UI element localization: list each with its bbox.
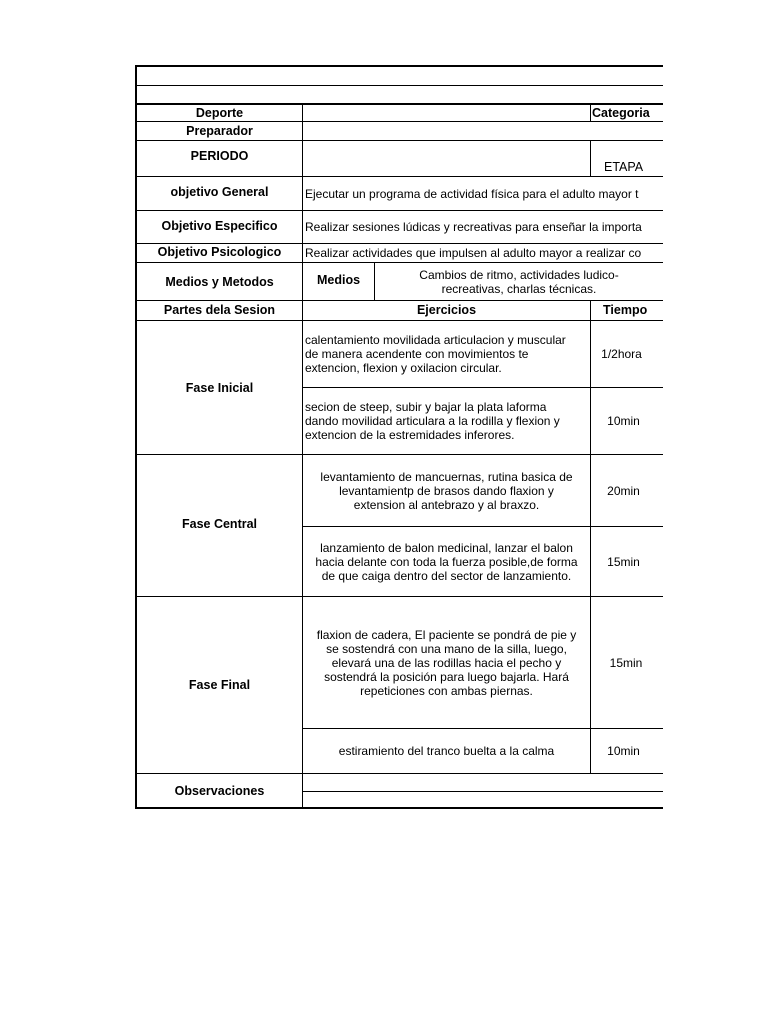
exercise-time: 10min [607, 744, 640, 758]
phase-name: Fase Final [188, 678, 251, 692]
exercise-text: levantamiento de mancuernas, rutina basica de levantamientp de brasos dando flaxion y extension al antebrazo y al braxzo. [320, 469, 573, 512]
observaciones-value[interactable] [303, 774, 663, 807]
objetivo-especifico-value: Realizar sesiones lúdicas y recreativas para enseñar la importa [305, 220, 642, 234]
objetivo-general-label: objetivo General [170, 185, 269, 199]
objetivo-psicologico-value: Realizar actividades que impulsen al adulto mayor a realizar co [305, 246, 642, 260]
exercise-text: flaxion de cadera, El paciente se pondrá de pie y se sostendrá con una mano de la silla, luego, elevará una de las rodillas hacia el pecho y sostendrá la posición para luego bajarla. Hará repeticiones con ambas piernas. [316, 627, 577, 698]
exercise-time: 15min [609, 655, 643, 670]
tiempo-header: Tiempo [603, 302, 648, 317]
objetivo-general-value: Ejecutar un programa de actividad física para el adulto mayor t [305, 186, 639, 201]
hline [136, 85, 663, 86]
ejercicios-header: Ejercicios [416, 302, 477, 317]
exercise-text: secion de steep, subir y bajar la plata laforma dando movilidad articulara a la rodilla y flexion y extencion de la estremidades inferores. [305, 400, 560, 442]
observaciones-label: Observaciones [174, 783, 265, 798]
preparador-value[interactable] [303, 122, 663, 140]
exercise-time: 20min [607, 483, 640, 498]
phase-name: Fase Central [181, 517, 258, 531]
periodo-label: PERIODO [190, 149, 249, 163]
periodo-value[interactable] [303, 141, 590, 176]
exercise-time: 15min [607, 554, 640, 569]
exercise-time: 10min [607, 414, 640, 428]
partes-sesion-header: Partes dela Sesion [163, 302, 276, 317]
deporte-value[interactable] [303, 104, 590, 121]
objetivo-psicologico-label: Objetivo Psicologico [157, 245, 282, 259]
categoria-label: Categoria [592, 105, 650, 120]
objetivo-especifico-label: Objetivo Especifico [161, 219, 278, 233]
phase-name: Fase Inicial [185, 380, 254, 395]
frame-bottom [135, 807, 663, 809]
frame-top [135, 65, 663, 67]
etapa-label: ETAPA [604, 160, 644, 174]
preparador-label: Preparador [186, 124, 253, 138]
vline [590, 140, 591, 177]
medios-description: Cambios de ritmo, actividades ludico- recreativas, charlas técnicas. [419, 267, 619, 296]
medios-metodos-label: Medios y Metodos [165, 274, 274, 289]
medios-label: Medios [316, 272, 361, 287]
exercise-text: lanzamiento de balon medicinal, lanzar el balon hacia delante con toda la fuerza posible,de forma de que caiga dentro del sector de lanzamiento. [315, 540, 578, 583]
exercise-text: estiramiento del tranco buelta a la calma [338, 744, 555, 758]
exercise-text: calentamiento movilidada articulacion y muscular de manera acendente con movimientos te extencion, flexion y oxilacion circular. [305, 333, 566, 375]
deporte-label: Deporte [195, 105, 244, 120]
exercise-time: 1/2hora [601, 347, 642, 361]
